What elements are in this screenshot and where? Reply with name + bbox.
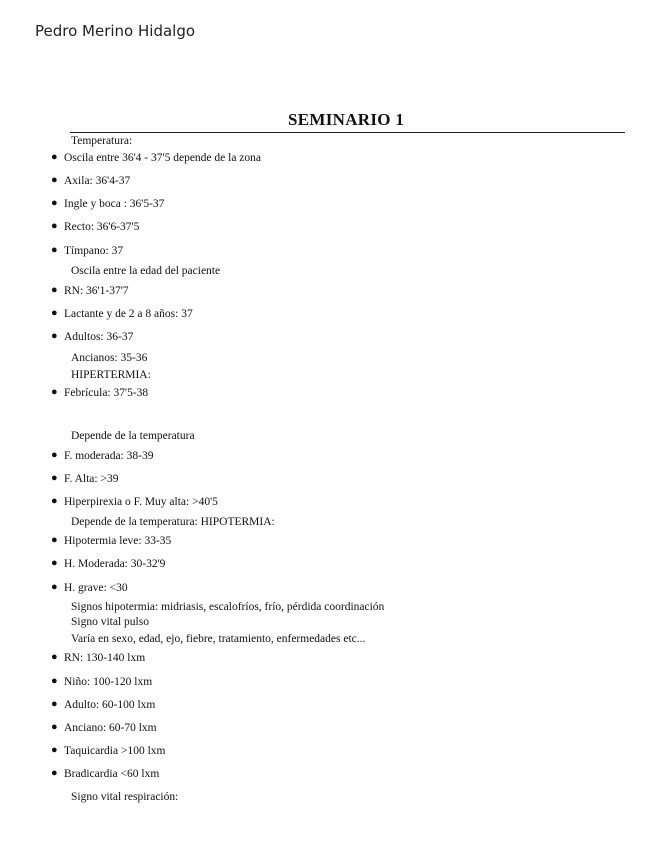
bullet-item: Taquicardia >100 lxm: [64, 745, 166, 757]
bullet-item: RN: 36'1-37'7: [64, 285, 129, 297]
bullet-icon: ●: [51, 534, 58, 546]
bullet-item: H. Moderada: 30-32'9: [64, 558, 166, 570]
bullet-item: F. Alta: >39: [64, 473, 119, 485]
text-line: Signo vital respiración:: [71, 791, 179, 803]
text-line: HIPERTERMIA:: [71, 369, 151, 381]
bullet-item: H. grave: <30: [64, 582, 128, 594]
bullet-item: Febrícula: 37'5-38: [64, 387, 149, 399]
bullet-icon: ●: [51, 744, 58, 756]
page-title: SEMINARIO 1: [288, 110, 405, 129]
bullet-icon: ●: [51, 495, 58, 507]
bullet-item: Anciano: 60-70 lxm: [64, 722, 157, 734]
text-line: Signos hipotermia: midriasis, escalofríos, frío, pérdida coordinación: [71, 601, 385, 613]
bullet-item: RN: 130-140 lxm: [64, 652, 146, 664]
bullet-item: Bradicardia <60 lxm: [64, 768, 160, 780]
bullet-icon: ●: [51, 651, 58, 663]
bullet-item: Oscila entre 36'4 - 37'5 depende de la zona: [64, 152, 262, 164]
bullet-item: F. moderada: 38-39: [64, 450, 154, 462]
bullet-icon: ●: [51, 675, 58, 687]
bullet-item: Tímpano: 37: [64, 245, 124, 257]
bullet-icon: ●: [51, 330, 58, 342]
bullet-icon: ●: [51, 197, 58, 209]
text-line: Temperatura:: [71, 135, 133, 147]
text-line: Varía en sexo, edad, ejo, fiebre, tratamiento, enfermedades etc...: [71, 633, 366, 645]
bullet-item: Lactante y de 2 a 8 años: 37: [64, 308, 193, 320]
text-line: Oscila entre la edad del paciente: [71, 265, 221, 277]
bullet-icon: ●: [51, 472, 58, 484]
bullet-icon: ●: [51, 767, 58, 779]
bullet-icon: ●: [51, 698, 58, 710]
text-line: Depende de la temperatura: HIPOTERMIA:: [71, 516, 275, 528]
bullet-icon: ●: [51, 151, 58, 163]
bullet-item: Niño: 100-120 lxm: [64, 676, 153, 688]
bullet-icon: ●: [51, 581, 58, 593]
bullet-icon: ●: [51, 386, 58, 398]
bullet-item: Axila: 36'4-37: [64, 175, 131, 187]
bullet-item: Hipotermia leve: 33-35: [64, 535, 172, 547]
bullet-icon: ●: [51, 721, 58, 733]
bullet-icon: ●: [51, 244, 58, 256]
bullet-icon: ●: [51, 557, 58, 569]
bullet-icon: ●: [51, 220, 58, 232]
bullet-icon: ●: [51, 174, 58, 186]
author-name: Pedro Merino Hidalgo: [35, 22, 196, 40]
bullet-icon: ●: [51, 284, 58, 296]
bullet-icon: ●: [51, 307, 58, 319]
text-line: Ancianos: 35-36: [71, 352, 148, 364]
text-line: Depende de la temperatura: [71, 430, 195, 442]
bullet-item: Adultos: 36-37: [64, 331, 134, 343]
bullet-item: Recto: 36'6-37'5: [64, 221, 140, 233]
text-line: Signo vital pulso: [71, 616, 149, 628]
bullet-item: Adulto: 60-100 lxm: [64, 699, 156, 711]
bullet-icon: ●: [51, 449, 58, 461]
bullet-item: Ingle y boca : 36'5-37: [64, 198, 165, 210]
bullet-item: Hiperpirexia o F. Muy alta: >40'5: [64, 496, 218, 508]
